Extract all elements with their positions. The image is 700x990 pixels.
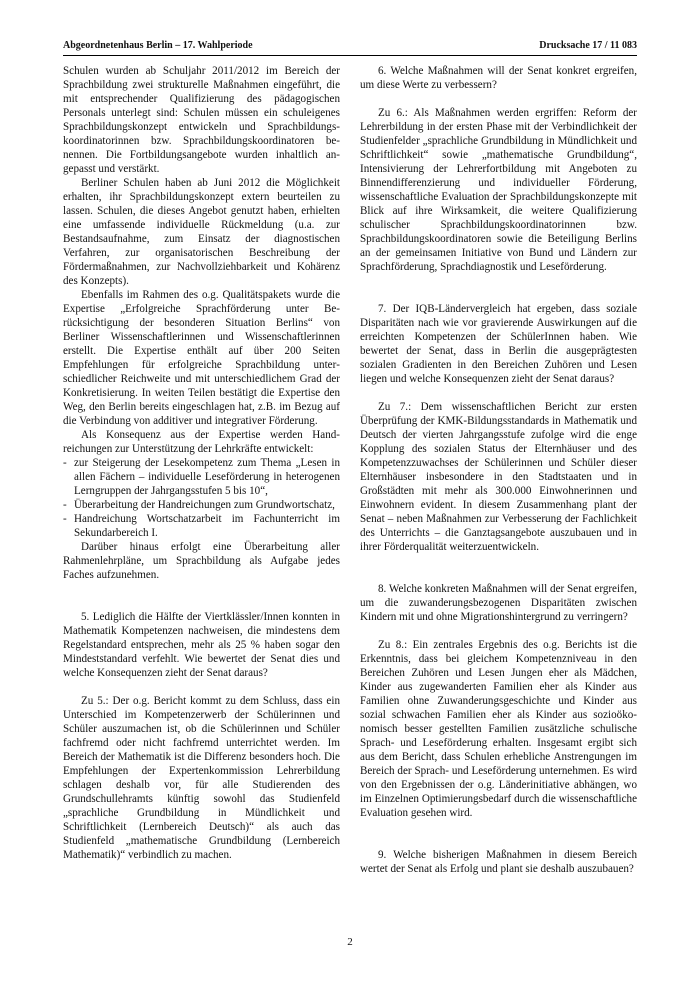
question-9: 9. Welche bisherigen Maßnahmen in diesem Bereich wertet der Senat als Erfolg und plant sie deshalb auszubauen? xyxy=(360,849,637,875)
answer-6: Zu 6.: Als Maßnahmen werden ergriffen: Reform der Lehrerbildung in der ersten Phase mit der Verbindlichkeit der Studienfelder „sprachliche Grundbildung in Mündlichkeit und Schriftlichkeit“ sowie „mathematische Grundbildung“, Intensivierung der Lehrerfortbildung mit Angeboten zu Binnendifferenzierung und individueller Förderung, wissenschaftliche Evaluation der Sprachbildungskonzepte mit Blick auf ihre Wirksamkeit, die weitere Qualifizierung schulischer Sprachbildungskoordinatorinnen bzw. Sprachbildungskoordinatoren sowie die Beteiligung Berlins an der gemeinsamen Initiative von Bund und Ländern zur Sprachförderung, Sprachdiagnostik und Leseförderung. xyxy=(360,107,637,273)
question-8: 8. Welche konkreten Maßnahmen will der Senat ergreifen, um die zuwanderungsbezogenen Disparitäten zwischen Kindern mit und ohne Migrationshintergrund zu verringern? xyxy=(360,583,638,623)
right-column xyxy=(360,64,637,876)
paragraph: Ebenfalls im Rahmen des o.g. Qualitätspakets wurde die Expertise „Erfolgreiche Sprachförderung unter Berücksichtigung der besonderen Situation Berlins“ von Berliner Wissenschaftlerinnen und Wissenschaftlerinnen erstellt. Die Expertise enthält auf über 200 Seiten Empfehlungen für erfolgreiche Sprachbildung unterschiedlicher Reichweite und mit unterschiedlichem Grad der Konkretisierung. In weiten Teilen bestätigt die Expertise den Weg, den Berlin bereits eingeschlagen hat, z.B. im Bezug auf die Verbindung von additiver und integrativer Förderung. xyxy=(63,289,340,427)
paragraph: Schulen wurden ab Schuljahr 2011/2012 im Bereich der Sprachbildung zwei strukturelle Maßnahmen eingeführt, die mit entsprechender Qualifizierung des pädagogischen Personals unterlegt sind: Schulen müssen ein schuleigenes Sprachbildungskonzept entwickeln und Sprachbildungskoordinatorinnen bzw. Sprachbildungskoordinatoren benennen. Die Fortbildungsangebote wurden inhaltlich angepasst und verstärkt. xyxy=(63,65,340,175)
answer-5: Zu 5.: Der o.g. Bericht kommt zu dem Schluss, dass ein Unterschied im Kompetenzerwerb der Schülerinnen und Schüler auszumachen ist, ob die Schülerinnen und Schüler fachfremd oder nicht fachfremd unterrichtet werden. Im Bereich der Mathematik ist die Differenz besonders hoch. Die Empfehlungen der Expertenkommission Lehrerbildung schlagen deshalb vor, für alle Studierenden des Grundschullehramts künftig sowohl das Studienfeld „sprachliche Grundbildung in Mündlichkeit und Schriftlichkeit (Lernbereich Deutsch)“ als auch das Studienfeld „mathematische Grundbildung (Lernbereich Mathematik)“ verbindlich zu machen. xyxy=(63,695,340,861)
answer-8: Zu 8.: Ein zentrales Ergebnis des o.g. Berichts ist die Erkenntnis, dass bei gleichem Kompetenzniveau in den Bereichen Zuhören und Lesen Jungen eher als Mädchen, Kinder aus zugewanderten Familien eher als Kinder aus Familien ohne Zuwanderungsgeschichte und Kinder aus sozial schwachen Familien eher als Kinder aus sozioökonomisch besser gestellten Familien zusätzliche schulische Sprach- und Leseförderung erhalten. Insgesamt ergibt sich aus dem Bericht, dass Schulen erhebliche Anstrengungen im Bereich der Sprach- und Leseförderung unternehmen. Es wird von den Ergebnissen der o.g. Länderinitiative abhängen, wo im Einzelnen Optimierungsbedarf durch die wissenschaftliche Evaluation gesehen wird. xyxy=(360,639,637,819)
header-rule xyxy=(63,55,637,56)
header-parliament: Abgeordnetenhaus Berlin – 17. Wahlperiode xyxy=(63,40,253,51)
measures-list xyxy=(63,456,340,540)
paragraph: Als Konsequenz aus der Expertise werden Handreichungen zur Unterstützung der Lehrkräfte entwickelt: xyxy=(63,429,340,455)
left-column xyxy=(63,64,340,862)
question-5: 5. Lediglich die Hälfte der Viertklässler/Innen konnten in Mathematik Kompetenzen nachweisen, die mindestens dem Regelstandard entsprechen, mehr als 25 % haben sogar den Mindeststandard verfehlt. Wie bewertet der Senat dies und welche Konsequenzen zieht der Senat daraus? xyxy=(63,611,340,679)
header-document-number: Drucksache 17 / 11 083 xyxy=(539,40,637,51)
paragraph: Darüber hinaus erfolgt eine Überarbeitung aller Rahmenlehrpläne, um Sprachbildung als Aufgabe jedes Faches aufzunehmen. xyxy=(63,541,340,581)
question-6: 6. Welche Maßnahmen will der Senat konkret ergreifen, um diese Werte zu verbessern? xyxy=(360,65,637,91)
list-item: - Überarbeitung der Handreichungen zum Grundwortschatz, xyxy=(63,498,340,512)
list-item: - Handreichung Wortschatzarbeit im Fachunterricht im Sekundarbereich I. xyxy=(63,512,340,540)
list-item: - zur Steigerung der Lesekompetenz zum Thema „Lesen in allen Fächern – individuelle Leseförderung in heterogenen Lerngruppen der Jahrgangsstufen 5 bis 10“, xyxy=(63,456,340,498)
question-7: 7. Der IQB-Ländervergleich hat ergeben, dass soziale Disparitäten nach wie vor gravierende Auswirkungen auf die erreichten Kompetenzen der SchülerInnen haben. Wie bewertet der Senat, dass in Berlin die ausgeprägtesten sozialen Gradienten in den Bereichen Zuhören und Lesen liegen und welche Konsequenzen zieht der Senat daraus? xyxy=(360,303,637,385)
page-header xyxy=(63,38,637,54)
paragraph: Berliner Schulen haben ab Juni 2012 die Möglichkeit erhalten, ihr Sprachbildungskonzept extern beurteilen zu lassen. Schulen, die dieses Angebot genutzt haben, erhielten eine umfassende individuelle Rückmeldung (u.a. zur Bestandsaufnahme, zum Einsatz der diagnostischen Verfahren, zur organisatorischen Beschreibung der Fördermaßnahmen, zur Nachvollziehbarkeit und Kohärenz des Konzepts). xyxy=(63,177,340,287)
answer-7: Zu 7.: Dem wissenschaftlichen Bericht zur ersten Überprüfung der KMK-Bildungsstandards in Mathematik und Deutsch der vierten Jahrgangsstufe zufolge wird die enge Kopplung des sozialen Status der Elternhäuser und des Kompetenzzuwachses der Schülerinnen und Schüler dieser Elternhäuser insbesondere in den Stadtstaaten und in Großstädten mit mehr als 300.000 Einwohnerinnen und Einwohnern evident. In diesem Zusammenhang plant der Senat – neben Maßnahmen zur Verbesserung der Fachlichkeit des Unterrichts – die Ganztagsangebote auszubauen und in ihrer Förderqualität weiterzuentwickeln. xyxy=(360,401,637,553)
page-number: 2 xyxy=(347,936,353,948)
